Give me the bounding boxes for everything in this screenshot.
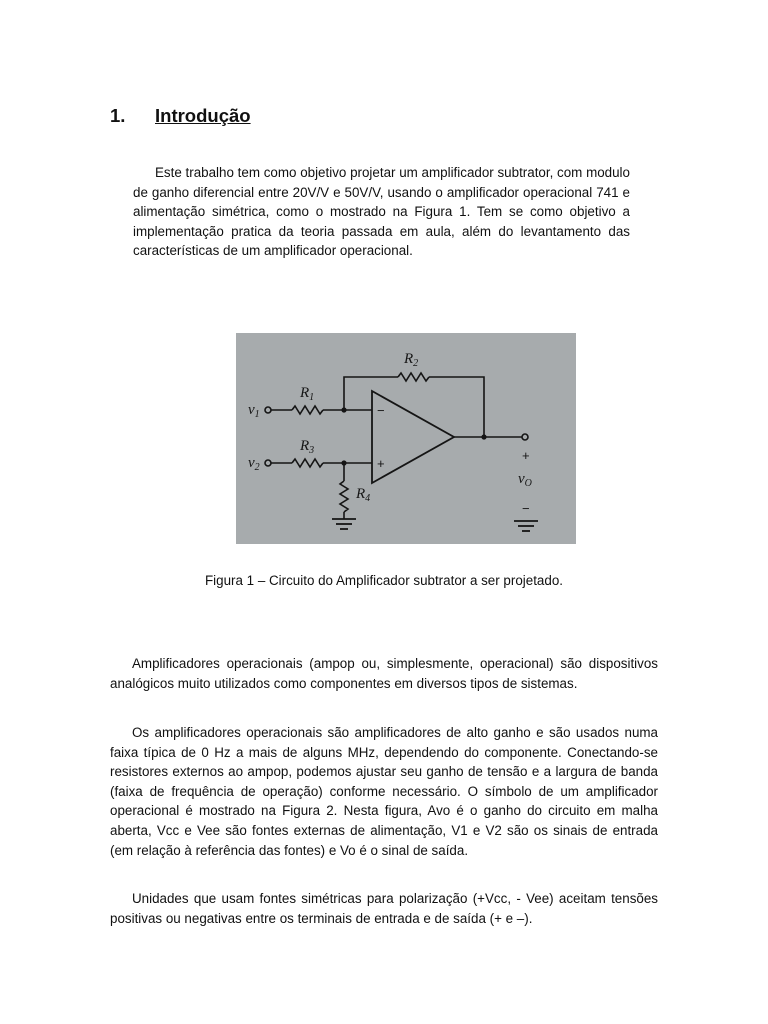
resistor-r3 (292, 459, 323, 467)
junction-noninverting (341, 460, 346, 465)
intro-paragraph: Este trabalho tem como objetivo projetar um amplificador subtrator, com modulo de ganho diferencial entre 20V/V e 50V/V, usando o amplificador operacional 741 e alimentação simétrica, como o mostrado na Figura 1. Tem se como objetivo a implementação pratica da teoria passada em aula, além do levantamento das características de um amplificador operacional. (133, 165, 630, 259)
feedback-wire (344, 377, 398, 411)
output-ground-icon (514, 521, 538, 531)
resistor-r4 (340, 481, 348, 512)
label-r3: $R_3$ (300, 438, 315, 456)
label-r1: $R_1$ (300, 385, 315, 403)
terminal-v1 (265, 407, 271, 413)
resistor-r2 (398, 373, 429, 381)
figure-caption: Figura 1 – Circuito do Amplificador subtrator a ser projetado. (204, 573, 563, 588)
section-heading (110, 105, 251, 127)
label-vo: $v_O$ (518, 471, 532, 489)
section-number: 1. (110, 105, 126, 126)
ground-icon (332, 519, 356, 529)
junction-inverting (341, 407, 346, 412)
opamp-plus-sign: + (377, 456, 385, 471)
paragraph-ampop-details: Os amplificadores operacionais são amplificadores de alto ganho e são usados numa faixa típica de 0 Hz a mais de alguns MHz, dependendo do componente. Conectando-se resistores externos ao ampop, podemos ajustar seu ganho de tensão e a largura de banda (faixa de frequência de operação) conforme necessário. O símbolo de um amplificador operacional é mostrado na Figura 2. Nesta figura, Avo é o ganho do circuito em malha aberta, Vcc e Vee são fontes externas de alimentação, V1 e V2 são os sinais de entrada (em relação à referência das fontes) e Vo é o sinal de saída. (110, 725, 658, 858)
output-minus-sign: − (522, 501, 530, 516)
section-title: Introdução (155, 105, 251, 126)
terminal-vo (522, 434, 528, 440)
label-v2: $v_2$ (248, 455, 260, 473)
label-v1: $v_1$ (248, 402, 260, 420)
opamp-minus-sign: − (377, 403, 385, 418)
label-r2: $R_2$ (404, 351, 419, 369)
circuit-figure (236, 333, 576, 544)
junction-output (481, 434, 486, 439)
subtractor-circuit-diagram (236, 333, 576, 544)
output-plus-sign: + (522, 448, 530, 463)
terminal-v2 (265, 460, 271, 466)
label-r4: $R_4$ (356, 486, 371, 504)
resistor-r1 (292, 406, 323, 414)
paragraph-ampop: Amplificadores operacionais (ampop ou, simplesmente, operacional) são dispositivos analógicos muito utilizados como componentes em diversos tipos de sistemas. (110, 656, 658, 691)
paragraph-symmetric-supply: Unidades que usam fontes simétricas para polarização (+Vcc, - Vee) aceitam tensões positivas ou negativas entre os terminais de entrada e de saída (+ e –). (110, 891, 658, 926)
